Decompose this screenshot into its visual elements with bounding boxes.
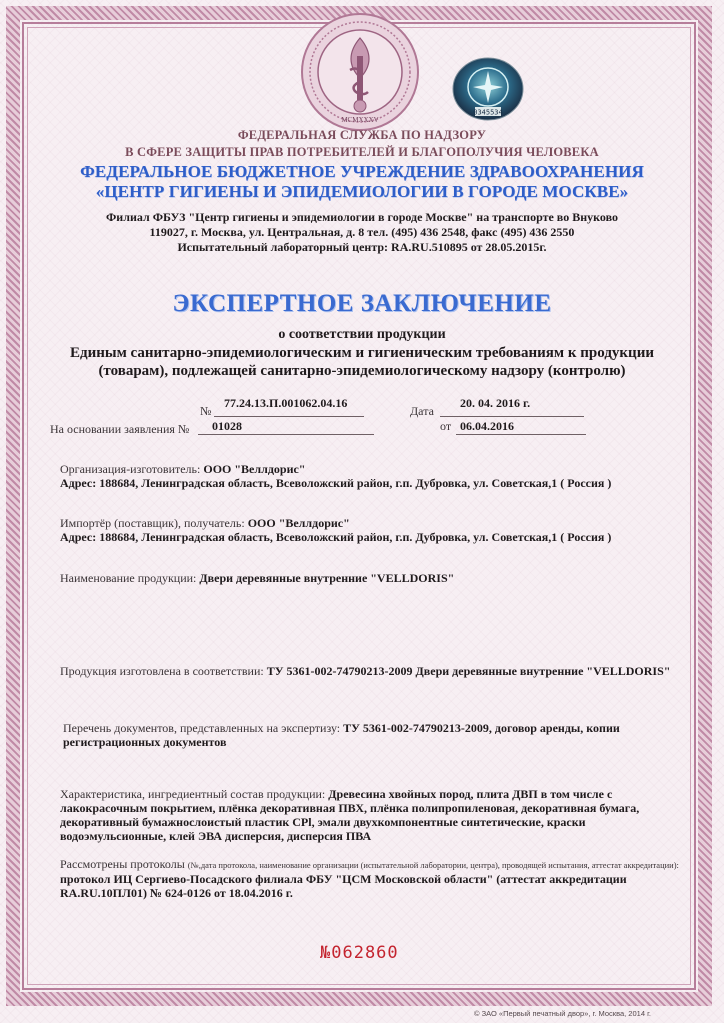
composition-block <box>60 787 684 843</box>
institution-line-2: «ЦЕНТР ГИГИЕНЫ И ЭПИДЕМИОЛОГИИ В ГОРОДЕ МОСКВЕ» <box>95 182 629 201</box>
subtitle-line-2: Единым санитарно-эпидемиологическим и гигиеническим требованиям к продукции <box>70 345 654 361</box>
application-number: 01028 <box>212 419 242 433</box>
documents-value: ТУ 5361-002-74790213-2009, договор аренды, копии регистрационных документов <box>63 721 620 749</box>
standard-label: Продукция изготовлена в соответствии: <box>60 664 264 678</box>
from-line <box>456 434 586 435</box>
importer-label: Импортёр (поставщик), получатель: <box>60 516 245 530</box>
branch-line-1: Филиал ФБУЗ "Центр гигиены и эпидемиологии в городе Москве" на транспорте во Внуково <box>106 210 618 224</box>
importer-name: ООО "Веллдорис" <box>247 516 350 530</box>
branch-line-3: Испытательный лабораторный центр: RA.RU.510895 от 28.05.2015г. <box>177 240 547 254</box>
composition-value: Древесина хвойных пород, плита ДВП в том числе с лакокрасочным покрытием, плёнка декоративная ПВХ, плёнка полипропиленовая, декоративная бумага, декоративный бумажнослоистый пластик CPl, эмали двухкомпонентные синтетические, краски водоэмульсионные, клей ЭВА дисперсия, дисперсия ПВА <box>60 787 640 843</box>
protocols-block <box>60 857 684 900</box>
subtitle-line-3: (товарам), подлежащей санитарно-эпидемиологическому надзору (контролю) <box>98 363 626 379</box>
product-block <box>60 571 684 585</box>
standard-value: ТУ 5361-002-74790213-2009 Двери деревянные внутренние "VELLDORIS" <box>266 664 671 678</box>
manufacturer-address: Адрес: 188684, Ленинградская область, Всеволожский район, г.п. Дубровка, ул. Советская,1 ( Россия ) <box>60 476 612 490</box>
manufacturer-label: Организация-изготовитель: <box>60 462 201 476</box>
number-label: № <box>200 404 212 418</box>
number-line <box>214 416 364 417</box>
application-date: 06.04.2016 <box>460 419 514 433</box>
importer-address: Адрес: 188684, Ленинградская область, Всеволожский район, г.п. Дубровка, ул. Советская,1 ( Россия ) <box>60 530 612 544</box>
medical-emblem <box>300 12 420 132</box>
hologram-number: 0345534 <box>473 108 503 117</box>
conclusion-number: 77.24.13.П.001062.04.16 <box>224 396 348 410</box>
documents-label: Перечень документов, представленных на экспертизу: <box>63 721 341 735</box>
subtitle-line-1: о соответствии продукции <box>278 327 446 342</box>
documents-block <box>63 721 687 749</box>
date-line <box>440 416 584 417</box>
standard-block <box>60 664 694 678</box>
protocols-hint: (№,дата протокола, наименование организации (испытательной лаборатории, центра), проводящей испытания, аттестат аккредитации): <box>187 860 679 870</box>
date-label: Дата <box>410 404 434 418</box>
composition-label: Характеристика, ингредиентный состав продукции: <box>60 787 326 801</box>
conclusion-date: 20. 04. 2016 г. <box>460 396 531 410</box>
emblem-year-text: MCMXXXV <box>341 116 379 124</box>
agency-line-2: В СФЕРЕ ЗАЩИТЫ ПРАВ ПОТРЕБИТЕЛЕЙ И БЛАГОПОЛУЧИЯ ЧЕЛОВЕКА <box>125 145 599 159</box>
printer-imprint: © ЗАО «Первый печатный двор», г. Москва, 2014 г. <box>474 1009 651 1018</box>
basis-line <box>198 434 374 435</box>
serial-number: №062860 <box>320 943 399 963</box>
from-label: от <box>440 419 452 433</box>
institution-line-1: ФЕДЕРАЛЬНОЕ БЮДЖЕТНОЕ УЧРЕЖДЕНИЕ ЗДРАВООХРАНЕНИЯ <box>80 162 644 181</box>
agency-line-1: ФЕДЕРАЛЬНАЯ СЛУЖБА ПО НАДЗОРУ <box>237 128 487 142</box>
importer-block <box>60 516 684 544</box>
manufacturer-name: ООО "Веллдорис" <box>203 462 306 476</box>
product-name: Двери деревянные внутренние "VELLDORIS" <box>199 571 455 585</box>
branch-line-2: 119027, г. Москва, ул. Центральная, д. 8 тел. (495) 436 2548, факс (495) 436 2550 <box>149 225 575 239</box>
basis-label: На основании заявления № <box>50 422 190 436</box>
product-label: Наименование продукции: <box>60 571 197 585</box>
manufacturer-block <box>60 462 684 490</box>
hologram-sticker <box>451 57 525 121</box>
protocols-label: Рассмотрены протоколы <box>60 857 185 871</box>
protocols-value: протокол ИЦ Сергиево-Посадского филиала ФБУ "ЦСМ Московской области" (аттестат аккредитации RA.RU.10ПЛ01) № 624-0126 от 18.04.2016 г. <box>60 872 627 900</box>
document-title: ЭКСПЕРТНОЕ ЗАКЛЮЧЕНИЕ <box>172 290 552 317</box>
